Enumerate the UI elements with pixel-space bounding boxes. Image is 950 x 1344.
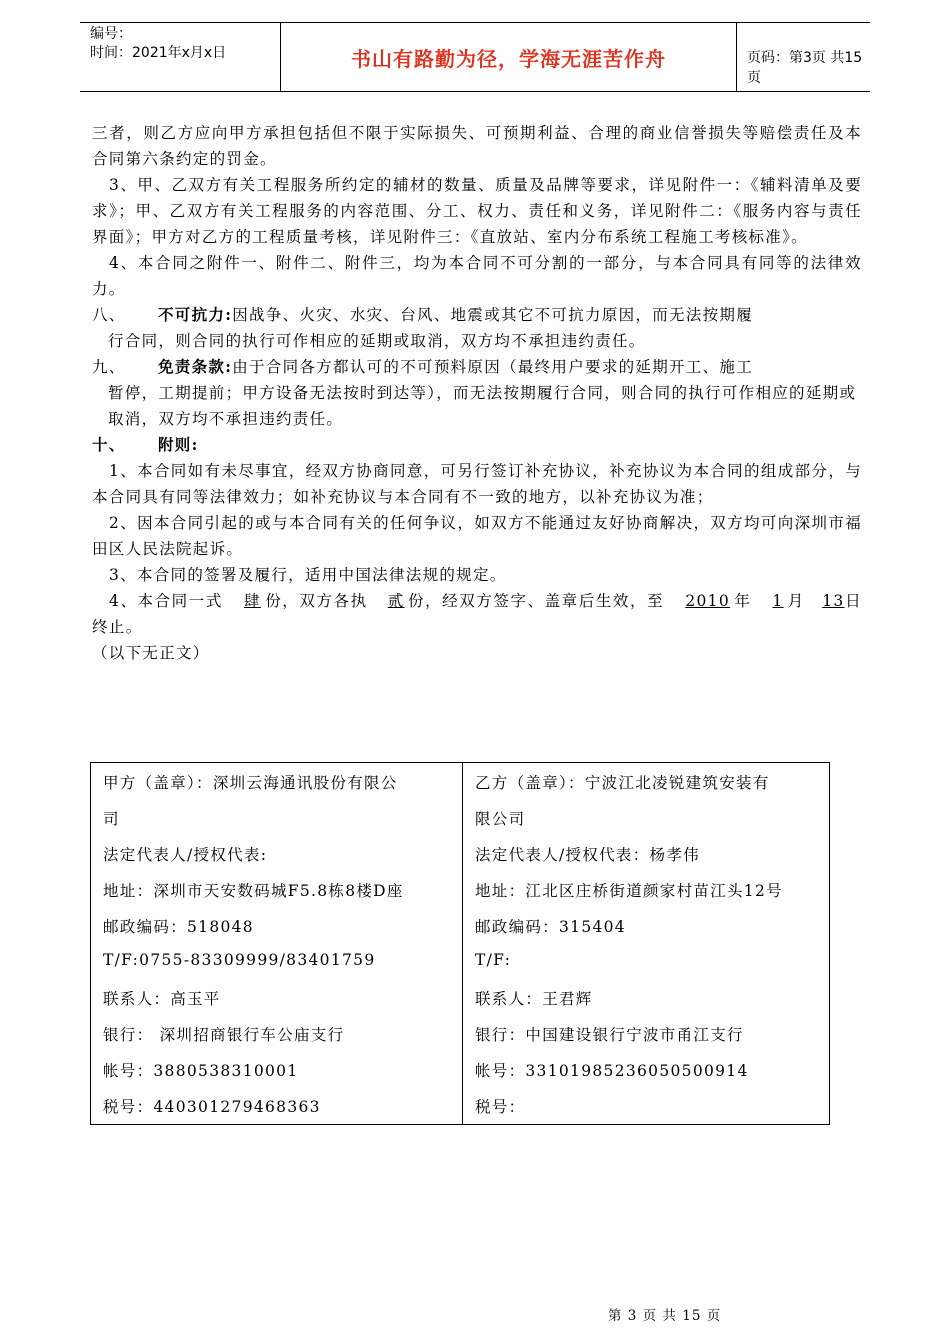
party-b-name-2: 限公司: [475, 810, 526, 828]
term-text-a: 4、本合同一式: [109, 592, 223, 610]
section-9-title: 免责条款:: [158, 357, 233, 376]
end-day: 13: [822, 592, 845, 610]
party-b-address: 地址：江北区庄桥街道颜家村苗江头12号: [475, 882, 783, 900]
section-8-title: 不可抗力:: [158, 305, 233, 324]
term-text-d: 年: [734, 592, 752, 610]
paragraph-supplement: 1、本合同如有未尽事宜，经双方协商同意，可另行签订补充协议，补充协议为本合同的组成部分，与本合同具有同等法律效力；如补充协议与本合同有不一致的地方，以补充协议为准；: [92, 462, 862, 506]
party-a-column: [91, 763, 463, 1124]
party-b-name: 乙方（盖章）：宁波江北凌锐建筑安装有: [475, 774, 770, 792]
contract-body: [92, 120, 862, 666]
section-10-number: 十、: [92, 435, 126, 454]
header-motto: 书山有路勤为径，学海无涯苦作舟: [280, 23, 737, 91]
paragraph-law: 3、本合同的签署及履行，适用中国法律法规的规定。: [109, 566, 507, 584]
term-text-b: 份，双方各执: [264, 592, 368, 610]
section-8-continued: 行合同，则合同的执行可作相应的延期或取消，双方均不承担违约责任。: [108, 332, 646, 350]
party-a-contact: 联系人：高玉平: [103, 990, 221, 1008]
header-time: 时间：2021年x月x日: [90, 45, 227, 61]
section-10: [92, 432, 862, 458]
party-a-bank: 银行： 深圳招商银行车公庙支行: [103, 1026, 345, 1044]
party-b-contact: 联系人：王君辉: [475, 990, 593, 1008]
party-a-tel-fax: T/F:0755-83309999/83401759: [103, 951, 376, 969]
section-9-continued: 暂停，工期提前；甲方设备无法按时到达等），而无法按期履行合同，则合同的执行可作相应的延期或取消，双方均不承担违约责任。: [108, 384, 857, 428]
section-9-text: 由于合同各方都认可的不可预料原因（最终用户要求的延期开工、施工: [232, 358, 754, 376]
paragraph-dispute: 2、因本合同引起的或与本合同有关的任何争议，如双方不能通过友好协商解决，双方均可向深圳市福田区人民法院起诉。: [92, 514, 862, 558]
copies-total: 肆: [244, 592, 261, 610]
copies-each: 贰: [387, 592, 405, 610]
term-text-f: 日终止。: [92, 592, 862, 636]
section-8-number: 八、: [92, 306, 126, 324]
party-b-tax-id: 税号：: [475, 1098, 526, 1116]
signature-table: [90, 762, 830, 1125]
header-meta: [90, 25, 226, 63]
paragraph-clause-4: 4、本合同之附件一、附件二、附件三，均为本合同不可分割的一部分，与本合同具有同等的法律效力。: [92, 254, 862, 298]
party-b-bank: 银行：中国建设银行宁波市甬江支行: [475, 1026, 744, 1044]
party-a-name: 甲方（盖章）：深圳云海通讯股份有限公: [103, 774, 398, 792]
party-a-name-2: 司: [103, 810, 120, 828]
party-a-zip: 邮政编码：518048: [103, 918, 254, 936]
party-b-account: 帐号：33101985236050500914: [475, 1062, 749, 1080]
party-b-zip: 邮政编码：315404: [475, 918, 626, 936]
section-9: [92, 354, 862, 380]
term-text-e: 月: [787, 592, 805, 610]
page-footer: 第 3 页 共 15 页: [608, 1308, 722, 1324]
party-b-column: [463, 763, 829, 1124]
section-8: [92, 302, 862, 328]
party-a-tax-id: 税号：440301279468363: [103, 1098, 321, 1116]
party-b-rep: 法定代表人/授权代表：杨孝伟: [475, 846, 700, 864]
paragraph-liability: 三者，则乙方应向甲方承担包括但不限于实际损失、可预期利益、合理的商业信誉损失等赔偿责任及本合同第六条约定的罚金。: [92, 124, 862, 168]
party-a-rep: 法定代表人/授权代表:: [103, 846, 268, 864]
section-10-title: 附则:: [158, 435, 199, 454]
end-month: 1: [772, 592, 784, 610]
paragraph-clause-3: 3、甲、乙双方有关工程服务所约定的辅材的数量、质量及品牌等要求，详见附件一：《辅料清单及要求》；甲、乙双方有关工程服务的内容范围、分工、权力、责任和义务，详见附件二：《服务内容与责任界面》；甲方对乙方的工程质量考核，详见附件三：《直放站、室内分布系统工程施工考核标准》。: [92, 176, 862, 246]
term-text-c: 份，经双方签字、盖章后生效，至: [407, 592, 665, 610]
party-b-tel-fax: T/F:: [475, 951, 512, 969]
page-header: [80, 22, 870, 92]
party-a-address: 地址：深圳市天安数码城F5.8栋8楼D座: [103, 882, 404, 900]
end-note: （以下无正文）: [92, 644, 210, 662]
party-a-account: 帐号：3880538310001: [103, 1062, 299, 1080]
end-year: 2010: [685, 592, 730, 610]
paragraph-term: [92, 588, 862, 640]
header-number: 编号：: [90, 26, 132, 42]
section-9-number: 九、: [92, 358, 126, 376]
section-8-text: 因战争、火灾、水灾、台风、地震或其它不可抗力原因，而无法按期履: [232, 306, 754, 324]
header-page-number: 页码：第3页 共15页: [747, 50, 863, 86]
